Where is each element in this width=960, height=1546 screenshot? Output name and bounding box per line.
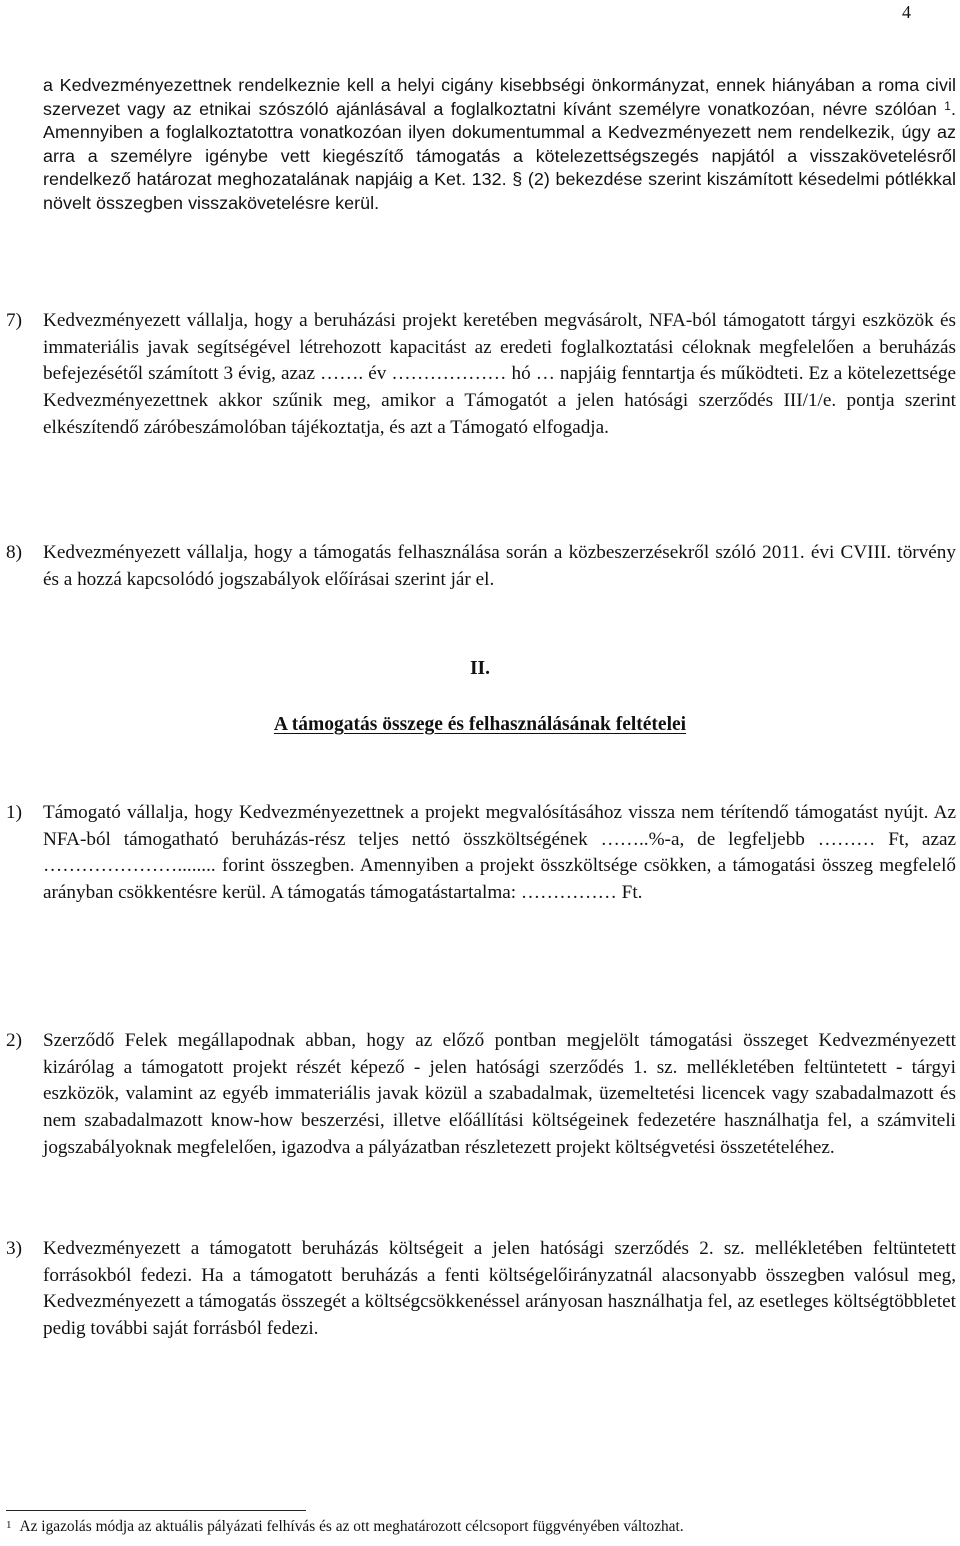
list-item-7: [6, 308, 956, 442]
intro-text-a: a Kedvezményezettnek rendelkeznie kell a helyi cigány kisebbségi önkormányzat, ennek hiányában a roma civil szervezet vagy az etnikai szószóló ajánlásával a foglalkoztatni kívánt személyre vonatkozóan, névre szólóan: [43, 75, 956, 119]
list-item-number: 1): [6, 802, 22, 823]
footnote-marker: 1: [6, 1519, 12, 1531]
footnote-text: Az igazolás módja az aktuális pályázati felhívás és az ott meghatározott célcsoport függvényében változhat.: [19, 1518, 684, 1535]
list-item-number: 7): [6, 310, 22, 331]
list-item-text: Támogató vállalja, hogy Kedvezményezettnek a projekt megvalósításához vissza nem térítendő támogatást nyújt. Az NFA-ból támogatható beruházás-rész teljes nettó összköltségének ……..%-a, de legfeljebb ……… Ft, azaz …………………........ forint összegben. Amennyiben a projekt összköltsége csökken, a támogatási összeg megfelelő arányban csökkentésre kerül. A támogatás támogatástartalma: …………… Ft.: [43, 802, 956, 904]
footnote-reference: 1: [944, 98, 951, 113]
list-item-text: Kedvezményezett vállalja, hogy a támogatás felhasználása során a közbeszerzésekről szóló 2011. évi CVIII. törvény és a hozzá kapcsolódó jogszabályok előírásai szerint jár el.: [43, 542, 956, 590]
page-number: 4: [902, 2, 911, 22]
footnote-divider: [6, 1510, 306, 1511]
intro-text-b: . Amennyiben a foglalkoztatottra vonatkozóan ilyen dokumentummal a Kedvezményezett nem rendelkezik, úgy az arra a személyre igénybe vett kiegészítő támogatás a kötelezettségszegés napjától a visszakövetelésről rendelkező határozat meghozatalának napjáig a Ket. 132. § (2) bekezdése szerint kiszámított késedelmi pótlékkal növelt összegben visszakövetelésre kerül.: [43, 98, 956, 213]
footnote: [6, 1518, 946, 1536]
section-number: II.: [469, 658, 491, 679]
list-item-number: 2): [6, 1030, 22, 1051]
section-item-3: [6, 1236, 956, 1343]
list-item-text: Kedvezményezett vállalja, hogy a beruházási projekt keretében megvásárolt, NFA-ból támogatott tárgyi eszközök és immateriális javak segítségével létrehozott kapacitást az eredeti foglalkoztatási céloknak megfelelően a beruházás befejezésétől számított 3 évig, azaz ……. év ……………… hó … napjáig fenntartja és működteti. Ez a kötelezettsége Kedvezményezettnek akkor szűnik meg, amikor a Támogatót a jelen hatósági szerződés III/1/e. pontja szerint elkészítendő záróbeszámolóban tájékoztatja, és azt a Támogató elfogadja.: [43, 310, 956, 438]
section-item-2: [6, 1028, 956, 1162]
section-item-1: [6, 800, 956, 907]
list-item-text: Kedvezményezett a támogatott beruházás költségeit a jelen hatósági szerződés 2. sz. mellékletében feltüntetett forrásokból fedezi. Ha a támogatott beruházás a fenti költségelőirányzatnál alacsonyabb összegben valósul meg, Kedvezményezett a támogatás összegét a költségcsökkenéssel arányosan használhatja fel, az esetleges költségtöbbletet pedig további saját forrásból fedezi.: [43, 1238, 956, 1340]
list-item-8: [6, 540, 956, 593]
intro-paragraph: [43, 74, 956, 216]
list-item-number: 3): [6, 1238, 22, 1259]
section-title: A támogatás összege és felhasználásának feltételei: [273, 714, 687, 735]
list-item-text: Szerződő Felek megállapodnak abban, hogy az előző pontban megjelölt támogatási összeget Kedvezményezett kizárólag a támogatott projekt részét képező - jelen hatósági szerződés 1. sz. mellékletében feltüntetett - tárgyi eszközök, valamint az egyéb immateriális javak közül a szabadalmak, üzemeltetési licencek vagy szabadalmazott és nem szabadalmazott know-how beszerzési, illetve előállítási költségeinek fedezetére használhatja fel, a számviteli jogszabályoknak megfelelően, igazodva a pályázatban részletezett projekt költségvetési összetételéhez.: [43, 1030, 956, 1158]
list-item-number: 8): [6, 542, 22, 563]
